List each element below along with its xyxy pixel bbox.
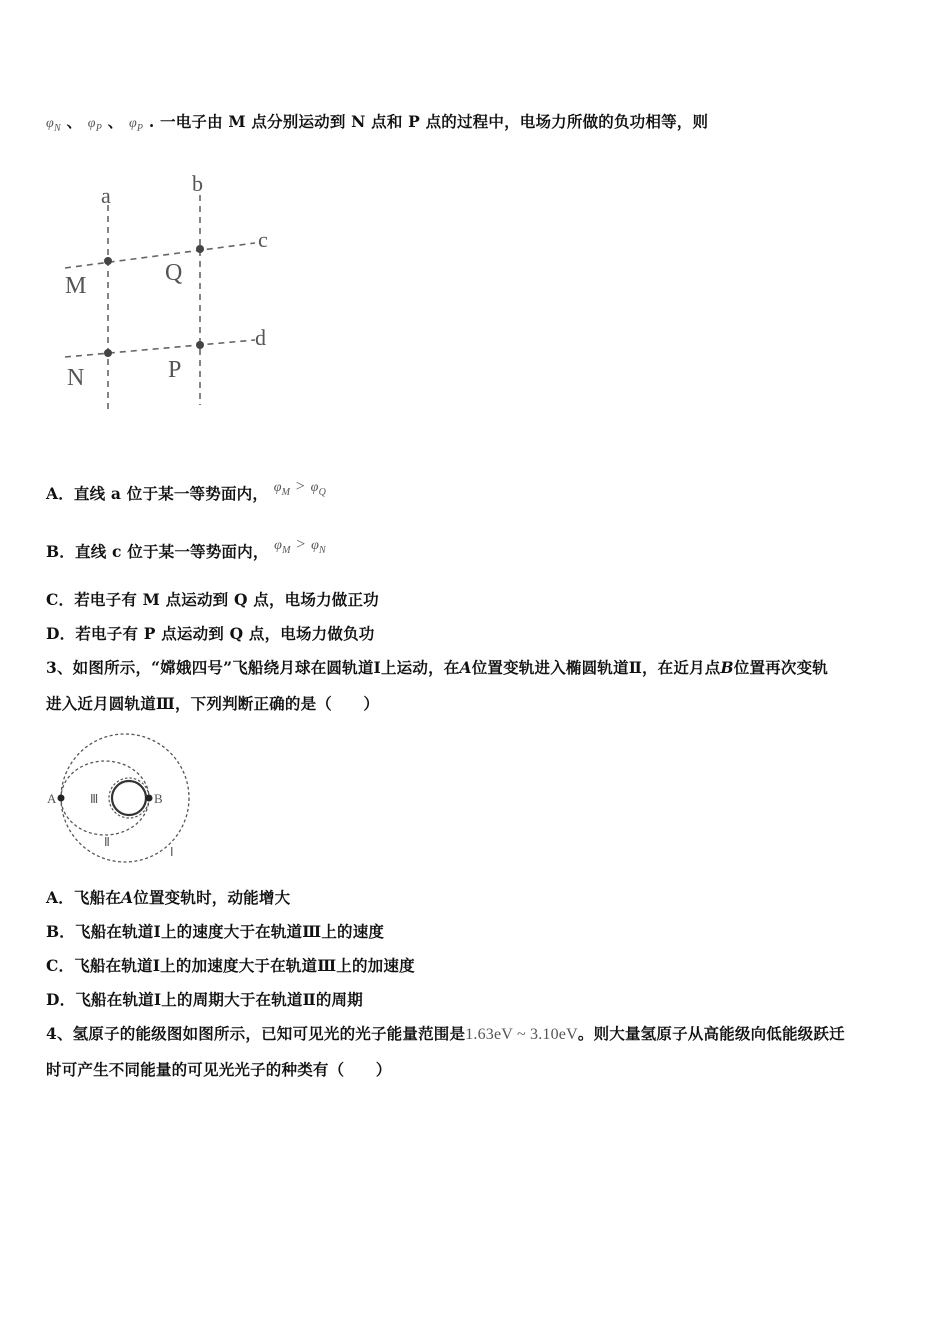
q4-stem-line1 — [46, 1022, 845, 1044]
q2-option-a — [46, 478, 326, 506]
point-a — [58, 795, 65, 802]
label-a: a — [101, 183, 111, 208]
q2-intro-text: . 一电子由 M 点分别运动到 N 点和 P 点的过程中，电场力所做的负功相等，则 — [148, 112, 709, 131]
q2-field-figure — [55, 165, 295, 415]
q3-stem-line1 — [46, 656, 828, 678]
q3-option-c: C．飞船在轨道Ⅰ上的加速度大于在轨道Ⅲ上的加速度 — [46, 956, 415, 975]
greater-than-symbol: > — [295, 478, 306, 495]
point-q — [196, 245, 204, 253]
energy-range: 1.63eV ~ 3.10eV — [465, 1026, 578, 1043]
phi-m-symbol: $\varphi_M$ — [273, 480, 291, 498]
point-b-label: B — [720, 658, 734, 677]
separator: 、 — [66, 112, 83, 131]
option-a-text: A．飞船在 — [46, 888, 122, 907]
label-b: b — [192, 171, 203, 196]
separator: 、 — [107, 112, 124, 131]
label-iii: Ⅲ — [90, 792, 99, 806]
phi-m-symbol: $\varphi_M$ — [274, 538, 291, 556]
option-b-text: B．直线 c 位于某一等势面内， — [46, 542, 269, 561]
label-m: M — [65, 273, 87, 299]
greater-than-symbol: > — [296, 536, 306, 553]
q3-orbit-figure — [44, 730, 204, 865]
phi-p-symbol: $\varphi_P$ — [87, 116, 103, 134]
label-d: d — [255, 325, 266, 350]
q2-intro-line — [46, 110, 708, 134]
q3-option-d: D．飞船在轨道Ⅰ上的周期大于在轨道Ⅱ的周期 — [46, 990, 363, 1009]
line-c — [65, 243, 255, 268]
q2-option-d: D．若电子有 P 点运动到 Q 点，电场力做负功 — [46, 624, 375, 643]
q2-option-b — [46, 536, 326, 564]
q3-stem-text: 位置再次变轨 — [733, 658, 828, 677]
point-n — [104, 349, 112, 357]
option-a-text: 位置变轨时，动能增大 — [133, 888, 291, 907]
moon — [112, 781, 146, 815]
point-a-label: A — [121, 888, 134, 907]
q3-option-b: B．飞船在轨道Ⅰ上的速度大于在轨道Ⅲ上的速度 — [46, 922, 385, 941]
option-a-text: A．直线 a 位于某一等势面内， — [46, 484, 269, 503]
label-b: B — [154, 791, 163, 806]
q3-stem-text: 位置变轨进入椭圆轨道Ⅱ，在近月点 — [471, 658, 721, 677]
point-p — [196, 341, 204, 349]
q4-stem-line2: 时可产生不同能量的可见光光子的种类有（ ） — [46, 1060, 392, 1079]
point-m — [104, 257, 112, 265]
label-c: c — [258, 227, 268, 252]
line-d — [65, 340, 255, 357]
label-a: A — [47, 791, 57, 806]
q3-stem-text: 3、如图所示，“嫦娥四号”飞船绕月球在圆轨道Ⅰ上运动，在 — [46, 658, 460, 677]
q3-stem-line2: 进入近月圆轨道Ⅲ，下列判断正确的是（ ） — [46, 694, 380, 713]
phi-q-symbol: $\varphi_Q$ — [310, 480, 326, 498]
q4-stem-text: 4、氢原子的能级图如图所示，已知可见光的光子能量范围是 — [46, 1024, 466, 1043]
q2-option-c: C．若电子有 M 点运动到 Q 点，电场力做正功 — [46, 590, 379, 609]
point-b — [146, 795, 153, 802]
point-a-label: A — [459, 658, 472, 677]
q4-stem-text: 。则大量氢原子从高能级向低能级跃迁 — [577, 1024, 845, 1043]
label-i: Ⅰ — [170, 845, 174, 859]
phi-n-symbol: $\varphi_N$ — [46, 116, 61, 134]
q3-option-a — [46, 886, 290, 908]
label-ii: Ⅱ — [104, 835, 110, 849]
label-n: N — [67, 365, 85, 391]
phi-n-symbol: $\varphi_N$ — [311, 538, 326, 556]
phi-p-symbol: $\varphi_P$ — [128, 116, 144, 134]
label-q: Q — [165, 260, 183, 286]
label-p: P — [168, 357, 182, 383]
